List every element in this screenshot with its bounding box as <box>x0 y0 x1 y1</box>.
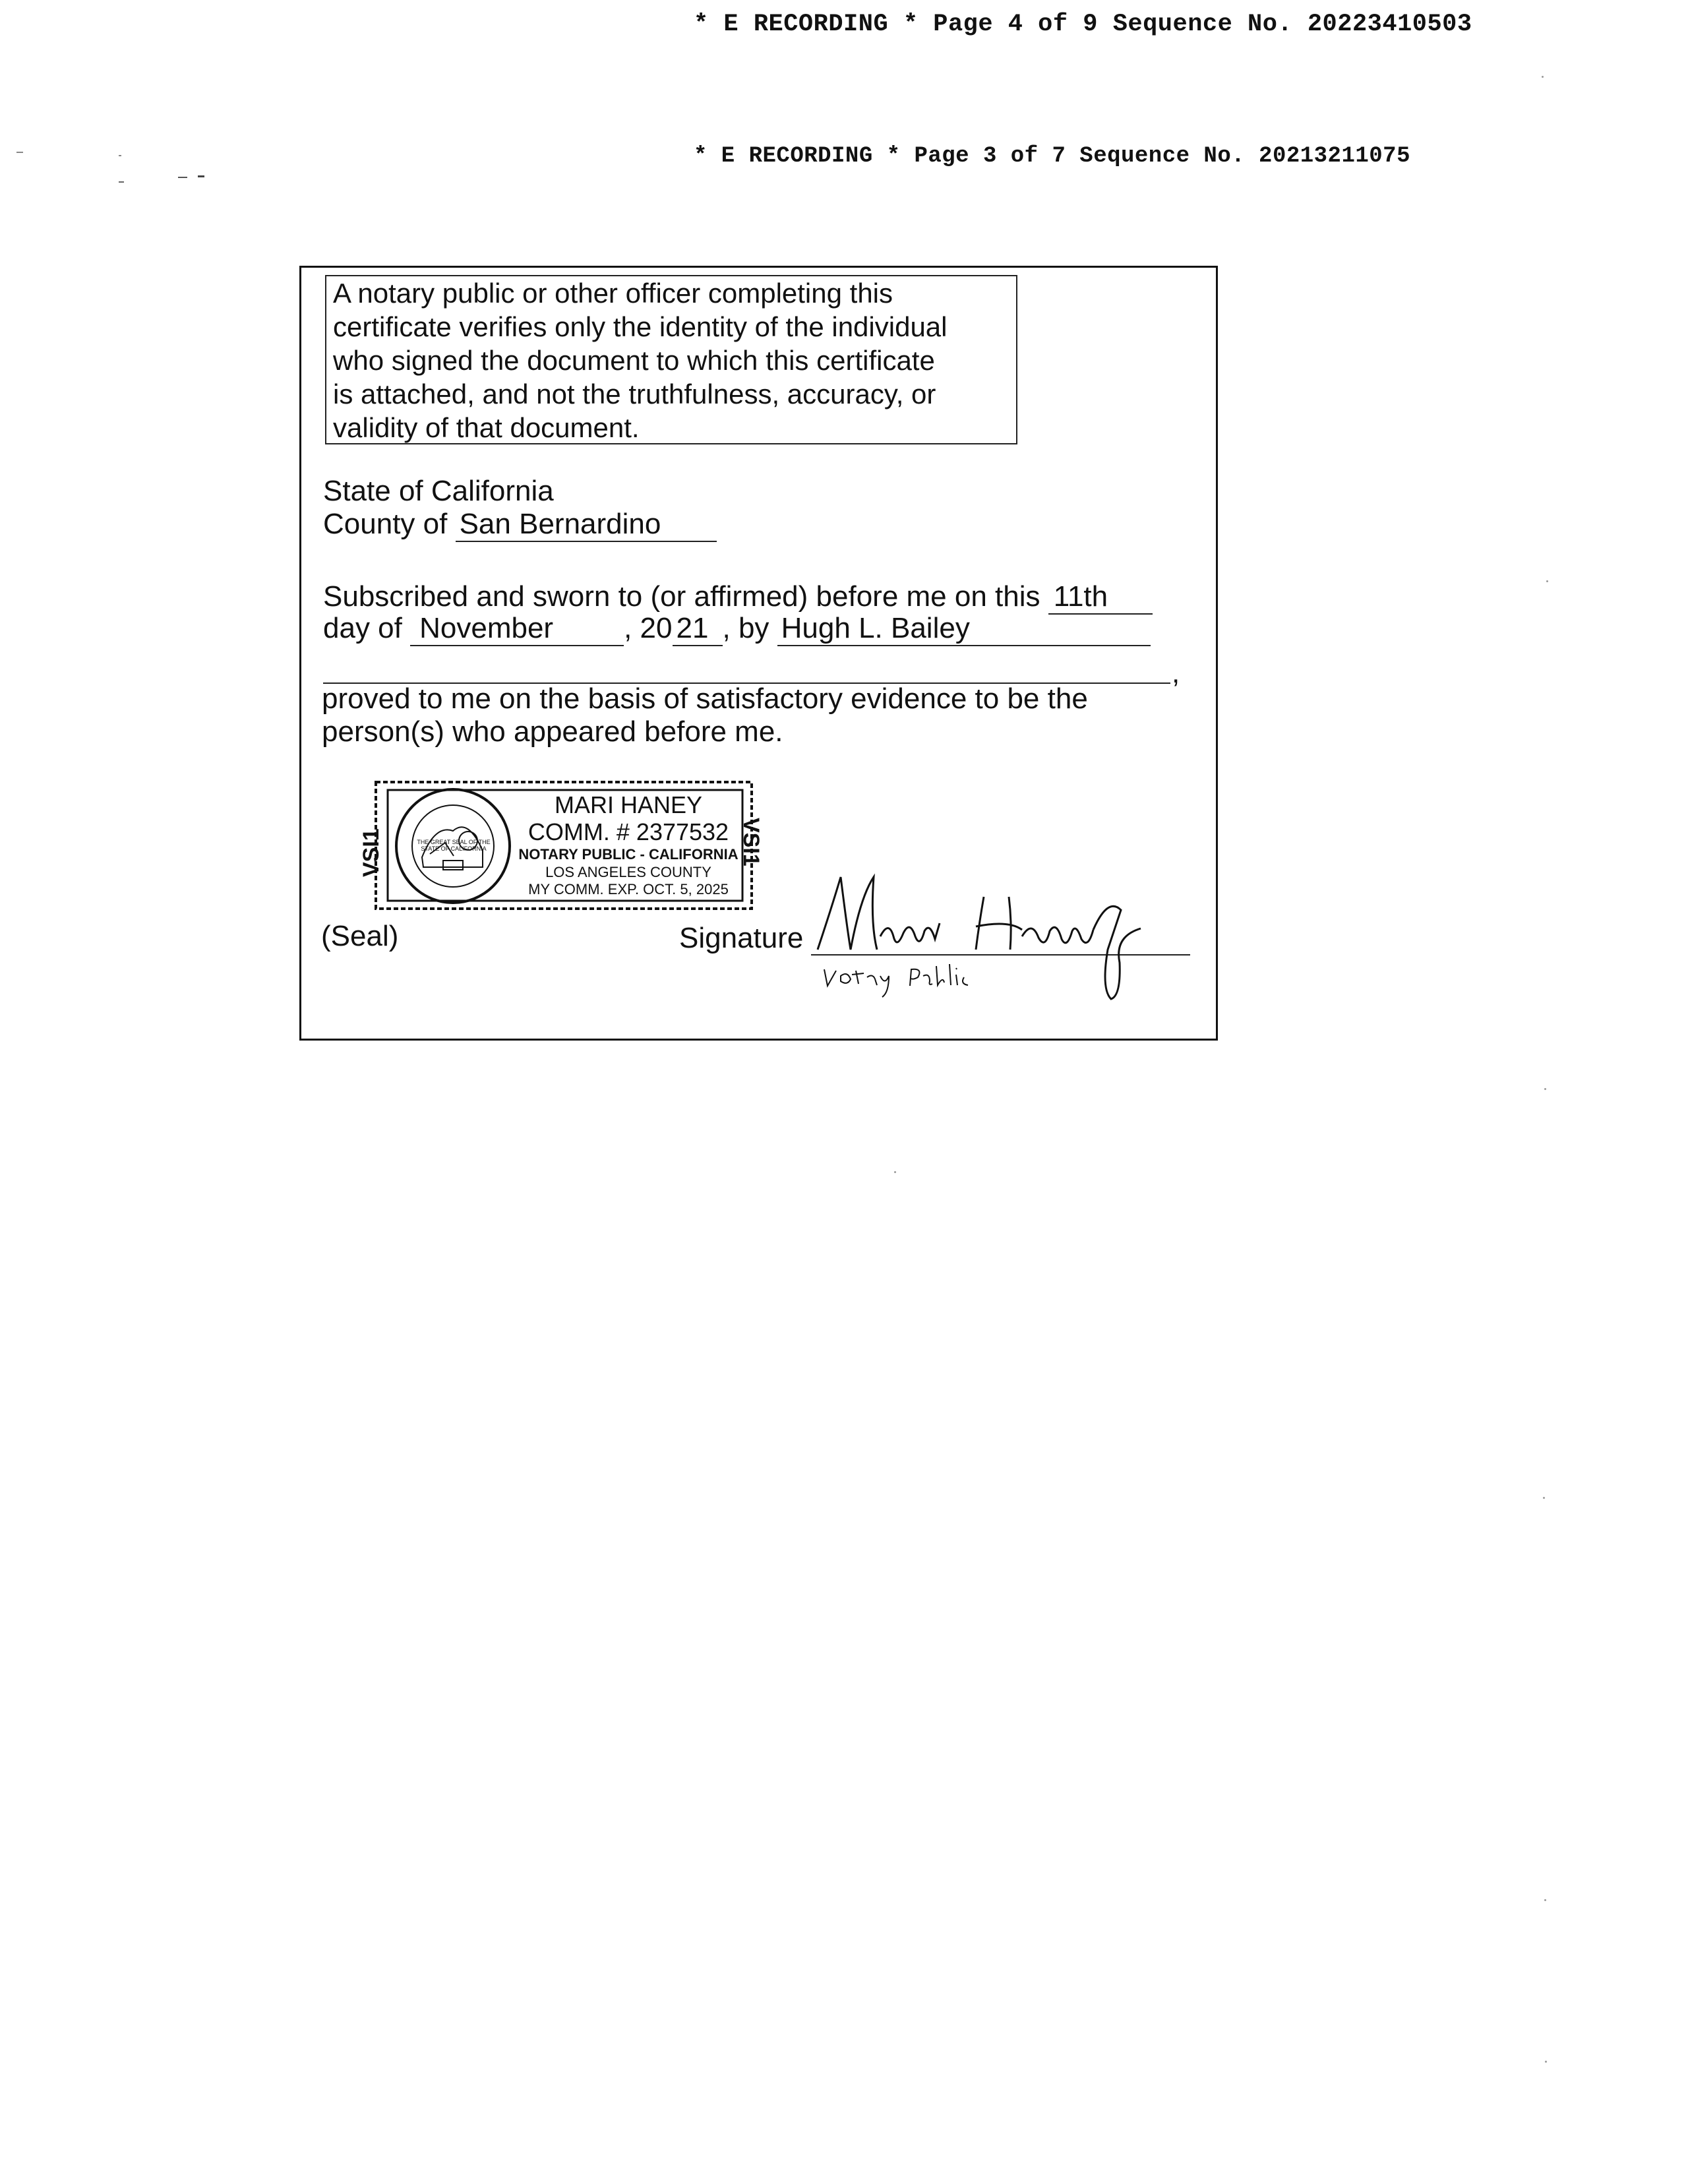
stamp-commission-number: COMM. # 2377532 <box>528 818 729 845</box>
year-prefix: , 20 <box>624 612 673 644</box>
stamp-notary-name: MARI HANEY <box>554 791 703 818</box>
trailing-comma: , <box>1172 657 1180 689</box>
disclaimer-line: who signed the document to which this certificate <box>333 345 935 376</box>
stamp-title: NOTARY PUBLIC - CALIFORNIA <box>518 846 738 863</box>
disclaimer-line: validity of that document. <box>333 412 640 443</box>
county-label: County of <box>323 508 448 540</box>
handwritten-signature <box>811 857 1207 1022</box>
scan-dot <box>1545 2061 1547 2063</box>
jurat-text: Subscribed and sworn to (or affirmed) before me on this <box>323 580 1040 613</box>
svg-text:VSI1: VSI1 <box>359 828 384 877</box>
day-of-label: day of <box>323 612 402 644</box>
proved-line-1: proved to me on the basis of satisfactory evidence to be the <box>322 682 1088 715</box>
disclaimer-line: is attached, and not the truthfulness, accuracy, or <box>333 379 936 410</box>
scan-dot <box>1546 580 1548 582</box>
signature-title-text <box>818 976 822 977</box>
stamp-expiration: MY COMM. EXP. OCT. 5, 2025 <box>528 881 729 897</box>
jurat-line-2 <box>323 612 1151 646</box>
jurat-year-value: 21 <box>673 612 723 646</box>
disclaimer-line: certificate verifies only the identity of the individual <box>333 311 948 342</box>
jurat-month-value: November <box>410 612 624 646</box>
stamp-text-block <box>513 791 744 898</box>
disclaimer-line: A notary public or other officer completing this <box>333 278 893 309</box>
scan-dot <box>1544 1088 1546 1090</box>
recording-header-inner: * E RECORDING * Page 3 of 7 Sequence No. 20213211075 <box>694 144 1410 169</box>
scan-specks <box>13 145 211 198</box>
signature-label: Signature <box>679 922 804 954</box>
scan-dot <box>1542 76 1544 78</box>
state-line: State of California <box>323 475 554 507</box>
county-line <box>323 508 717 542</box>
jurat-day-value: 11th <box>1048 580 1153 615</box>
jurat-name-value: Hugh L. Bailey <box>777 612 1151 646</box>
seal-label: (Seal) <box>321 920 399 952</box>
notary-disclaimer-box <box>325 275 1017 444</box>
svg-text:VSI1: VSI1 <box>738 818 764 866</box>
recording-header-top: * E RECORDING * Page 4 of 9 Sequence No. 20223410503 <box>694 11 1472 38</box>
scan-dot <box>1543 1497 1545 1499</box>
jurat-line-1 <box>323 580 1153 615</box>
signature-name-text <box>818 857 821 858</box>
seal-caption: THE GREAT SEAL OF THE STATE OF CALIFORNIA <box>417 839 491 852</box>
scan-dot <box>894 1171 896 1173</box>
scan-dot <box>1544 1899 1546 1901</box>
stamp-county: LOS ANGELES COUNTY <box>545 864 711 880</box>
by-label: , by <box>722 612 769 644</box>
proved-line-2: person(s) who appeared before me. <box>322 715 783 748</box>
county-value: San Bernardino <box>456 508 717 542</box>
